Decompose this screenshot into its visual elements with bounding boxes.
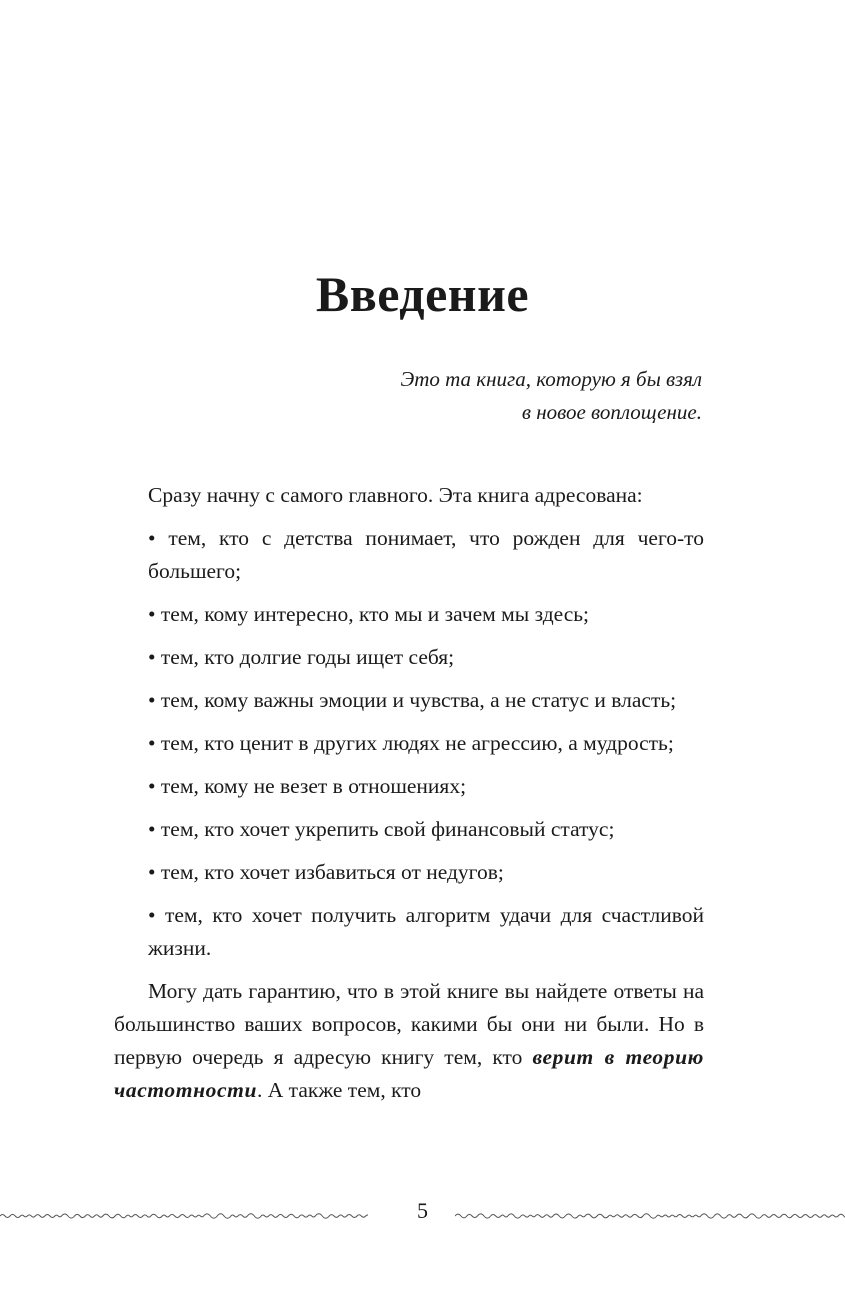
page-title: Введение bbox=[315, 266, 530, 322]
bullet-item: • тем, кому не везет в отношениях; bbox=[148, 774, 467, 798]
bullet-item: • тем, кто ценит в других людях не агрессию, а мудрость; bbox=[148, 731, 674, 755]
bullet-item: • тем, кому интересно, кто мы и зачем мы здесь; bbox=[148, 602, 590, 626]
bullet-item: • тем, кто хочет получить алгоритм удачи для счастливой жизни. bbox=[148, 903, 704, 960]
intro-paragraph: Сразу начну с самого главного. Эта книга адресована: bbox=[148, 483, 643, 507]
bullet-item: • тем, кто хочет укрепить свой финансовый статус; bbox=[148, 817, 615, 841]
right-wave-ornament bbox=[455, 1208, 845, 1224]
closing-text-1: Могу дать гарантию, что в этой книге вы найдете ответы на большинство ваших вопросов, какими бы они ни были. Но в первую очередь я адресую книгу тем, кто bbox=[114, 979, 704, 1069]
bullet-item: • тем, кому важны эмоции и чувства, а не статус и власть; bbox=[148, 688, 677, 712]
epigraph-line-2: в новое воплощение. bbox=[521, 400, 702, 424]
bullet-item: • тем, кто хочет избавиться от недугов; bbox=[148, 860, 504, 884]
closing-paragraph bbox=[114, 975, 704, 1107]
page-footer bbox=[0, 1196, 845, 1236]
page-number: 5 bbox=[417, 1198, 428, 1223]
epigraph-line-1: Это та книга, которую я бы взял bbox=[400, 367, 702, 391]
closing-text-2: . А также тем, кто bbox=[257, 1078, 422, 1102]
bullet-item: • тем, кто долгие годы ищет себя; bbox=[148, 645, 455, 669]
emphasis-text: верит в теорию частотности bbox=[114, 1045, 704, 1102]
epigraph bbox=[400, 363, 702, 429]
bullet-item: • тем, кто с детства понимает, что рожден для чего-то большего; bbox=[148, 526, 704, 583]
body-text bbox=[114, 479, 704, 1117]
